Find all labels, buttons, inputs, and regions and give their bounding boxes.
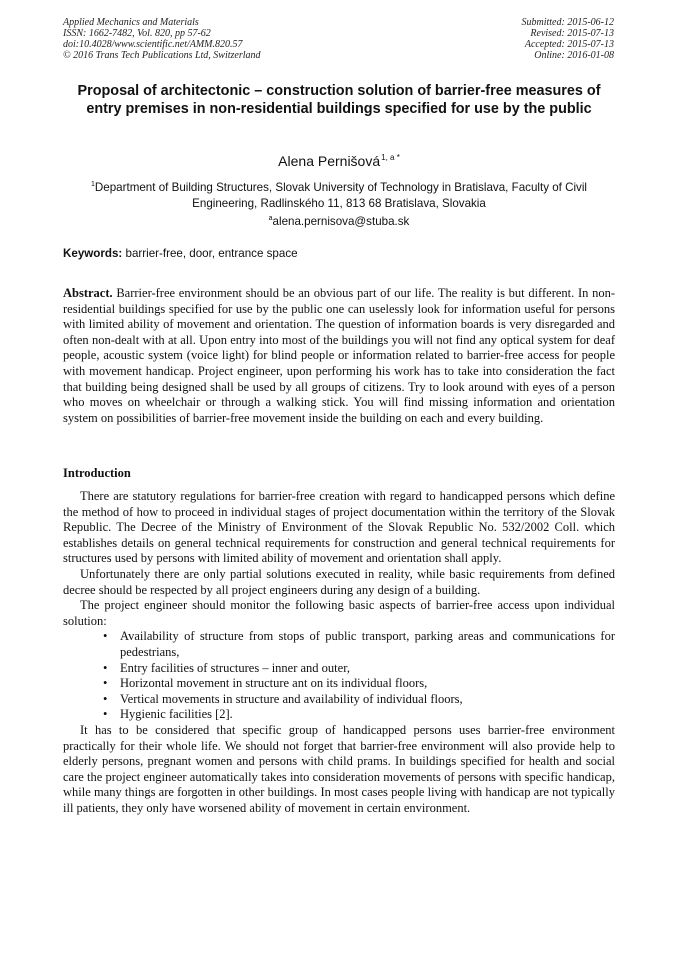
revised-date: Revised: 2015-07-13 [530,28,614,39]
list-item: • Entry facilities of structures – inner and outer, [103,660,350,675]
affiliation [63,177,615,212]
intro-paragraph-3: The project engineer should monitor the following basic aspects of barrier-free access upon individual solution: [63,598,615,628]
affiliation-superscript: 1 [91,181,95,188]
journal-header [63,17,261,61]
author-email: alena.pernisova@stuba.sk [272,215,410,228]
bullet-icon: • [103,676,108,691]
list-item: • Availability of structure from stops of public transport, parking areas and communications for pedestrians, [103,629,615,659]
journal-name: Applied Mechanics and Materials [63,17,199,28]
copyright-line: © 2016 Trans Tech Publications Ltd, Switzerland [63,50,261,61]
intro-paragraph-4: It has to be considered that specific group of handicapped persons uses barrier-free environment practically for their whole life. We should not forget that barrier-free environment will also provide help to elderly persons, pregnant women and persons with child prams. In buildings specified for health and social care the project engineer automatically takes into consideration movements of persons with specific handicap, while many things are forgotten in other buildings. In most cases people living with handicap are not typically ill patients, they only have worsened ability of movement in certain environment. [63,722,615,815]
intro-paragraph-2: Unfortunately there are only partial solutions executed in reality, while basic requirements from defined decree should be respected by all project engineers during any design of a building. [63,566,615,597]
author-name: Alena Pernišová [278,153,381,169]
issn-line: ISSN: 1662-7482, Vol. 820, pp 57-62 [63,28,211,39]
list-item: • Vertical movements in structure and availability of individual floors, [103,691,463,706]
accepted-date: Accepted: 2015-07-13 [524,39,614,50]
keywords-label: Keywords: [63,247,123,260]
abstract-label: Abstract. [63,286,113,300]
bullet-icon: • [103,629,108,644]
abstract [63,286,615,426]
bullet-icon: • [103,660,108,675]
abstract-text: Barrier-free environment should be an obvious part of our life. The reality is but different. In non-residential buildings specified for use by the public one can uselessly look for information useful for persons with limited ability of movement and orientation. The question of information boards is very disregarded and often non-dealt with at all. Upon entry into most of the buildings you will not find any optical system for deaf people, acoustic system (voice light) for blind people or information related to barrier-free access for people with movement handicap. Project engineer, upon performing his work has to take into consideration the fact that building being designed shall be used by all groups of citizens. Try to look around with eyes of a person who moves on wheelchair or through a walking stick. You will find missing information and orientation system on possibilities of barrier-free movement inside the building on each and every building. [63,286,615,425]
introduction-heading: Introduction [63,466,131,480]
online-date: Online: 2016-01-08 [534,50,614,61]
email-superscript: a [268,215,273,222]
submitted-date: Submitted: 2015-06-12 [521,17,614,28]
list-item: • Horizontal movement in structure ant on its individual floors, [103,676,428,691]
introduction-section [63,466,615,816]
email-line [63,211,615,230]
affiliation-text: Department of Building Structures, Slovak University of Technology in Bratislava, Faculty of Civil Engineering, Radlinského 11, 813 68 Bratislava, Slovakia [94,181,587,210]
aspects-list [63,629,615,723]
paper-title: Proposal of architectonic – construction solution of barrier-free measures of entry premises in non-residential buildings specified for use by the public [77,83,601,117]
dates-header [522,17,615,61]
doi-line: doi:10.4028/www.scientific.net/AMM.820.57 [63,39,243,50]
author-line [63,149,615,170]
keywords [63,246,615,262]
list-item: • Hygienic facilities [2]. [103,707,233,722]
author-superscript: 1, a * [381,153,400,162]
bullet-icon: • [103,707,108,722]
intro-paragraph-1: There are statutory regulations for barrier-free creation with regard to handicapped persons which define the method of how to proceed in individual stages of project documentation within the territory of the Slovak Republic. The Decree of the Ministry of Environment of the Slovak Republic No. 532/2002 Coll. which establishes details on general technical requirements for construction and general technical requirements for structures used by persons with limited ability of movement and orientation shall apply. [63,489,615,566]
keywords-text: barrier-free, door, entrance space [122,247,298,260]
bullet-icon: • [103,691,108,706]
